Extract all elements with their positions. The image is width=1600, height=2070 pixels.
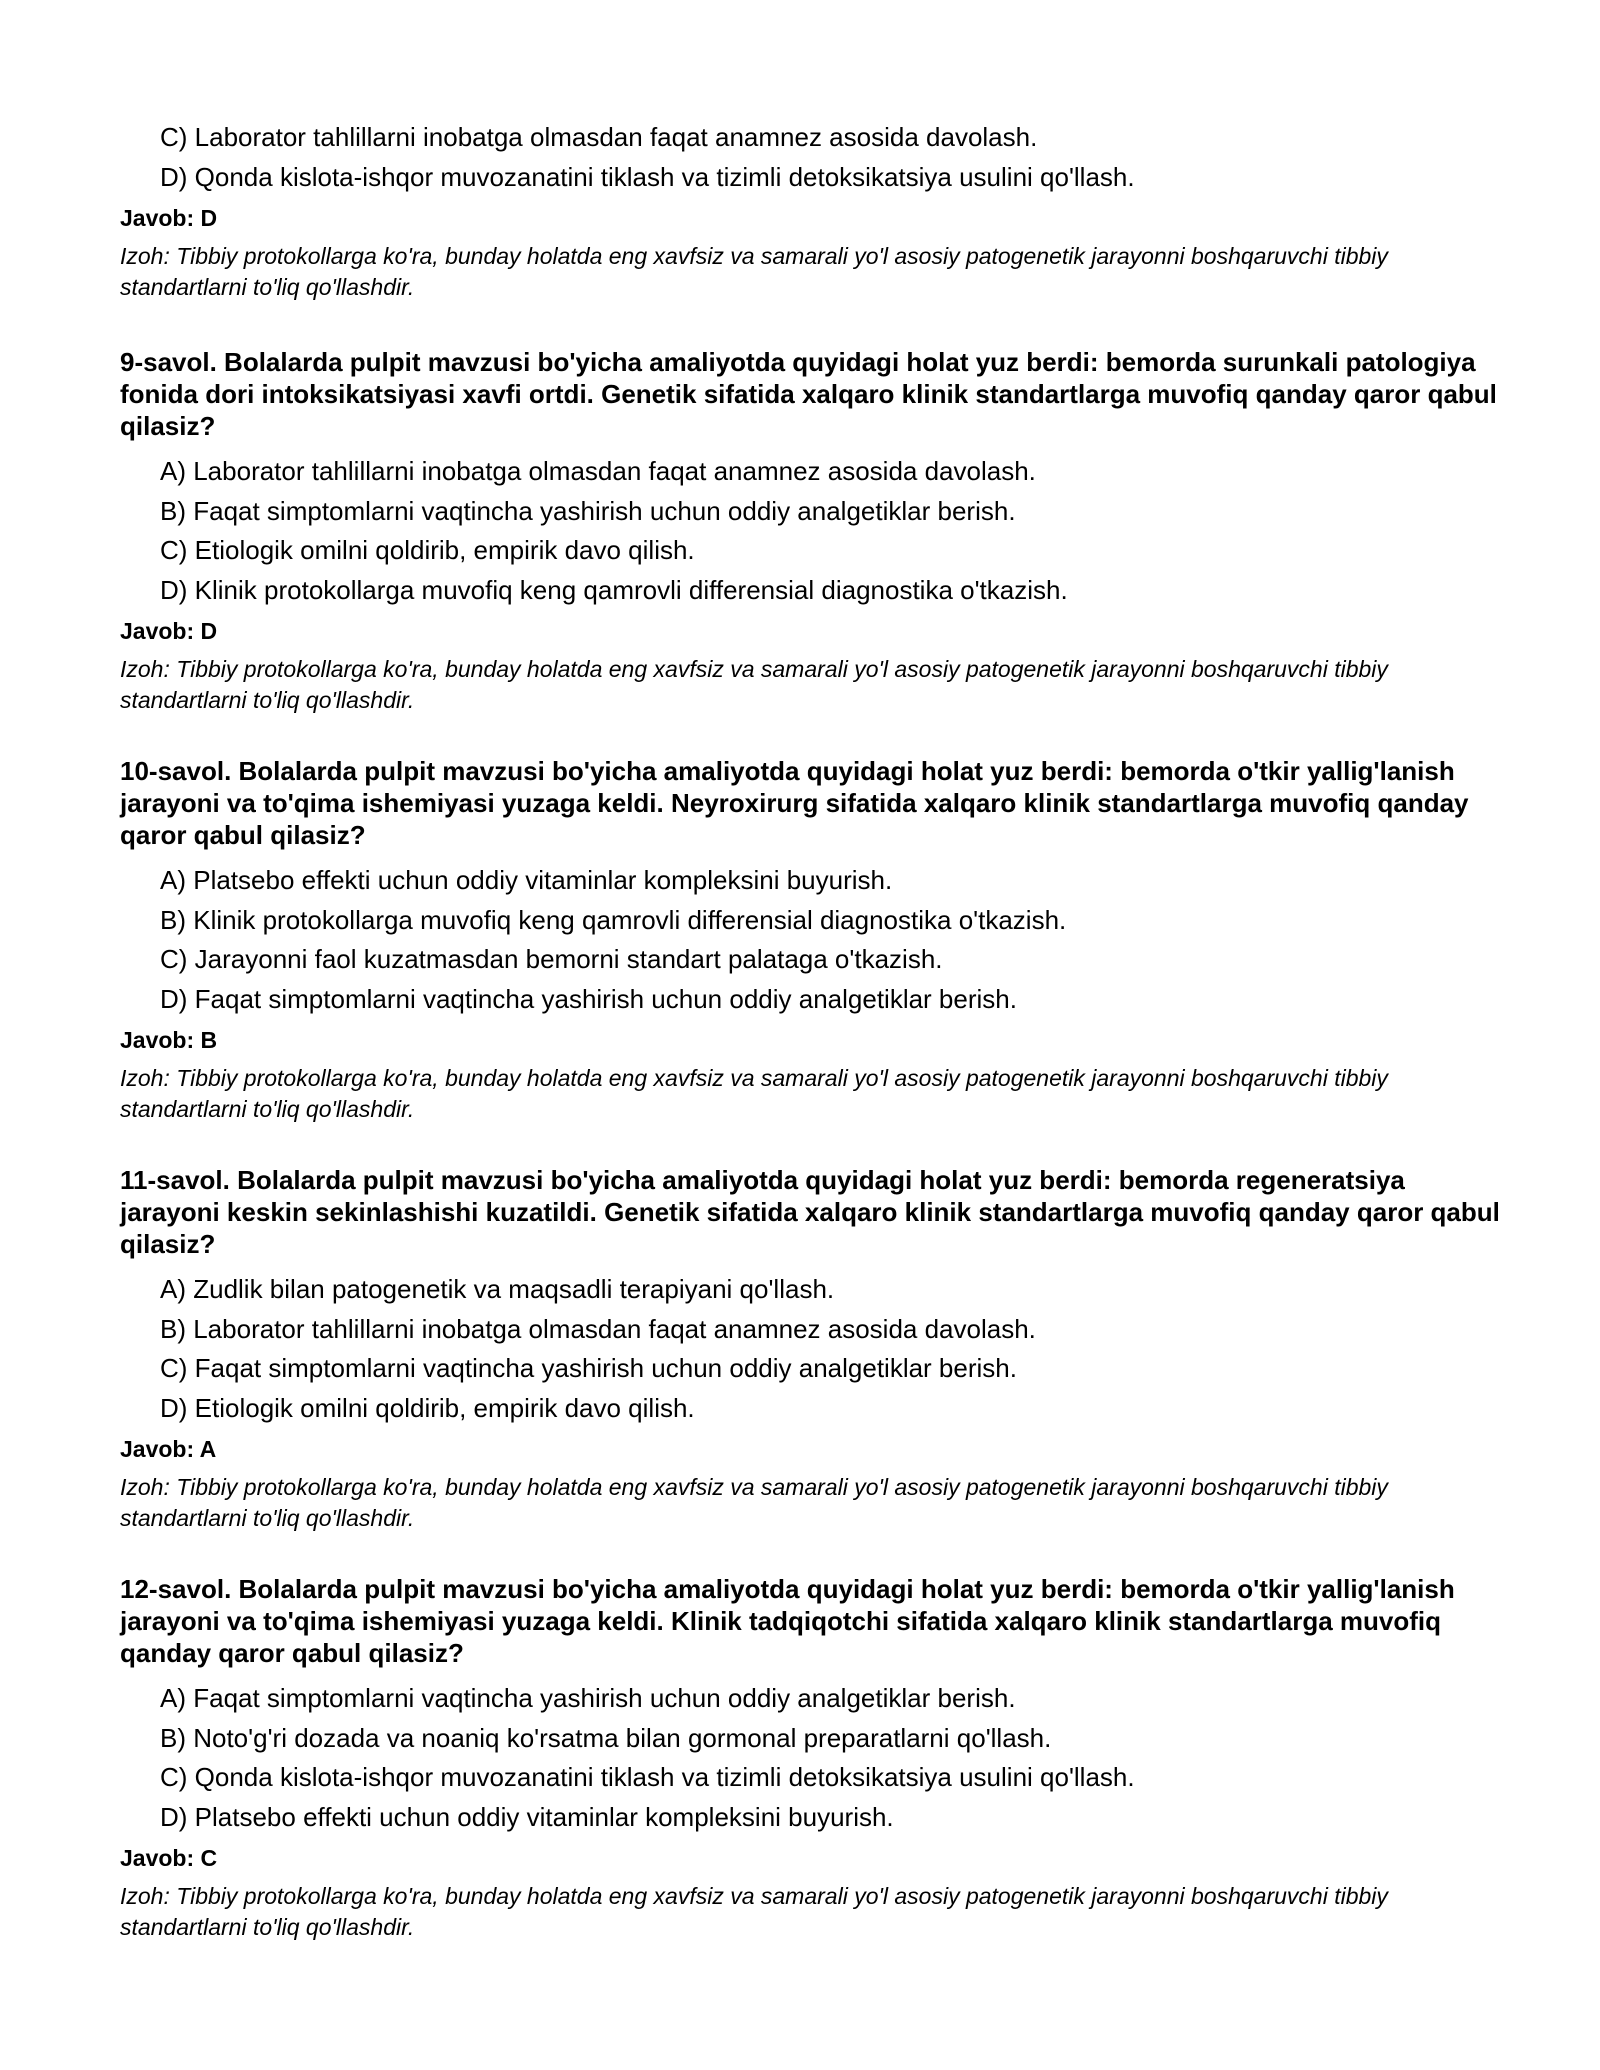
option-b: B) Faqat simptomlarni vaqtincha yashirish uchun oddiy analgetiklar berish.	[160, 495, 1016, 526]
option-list	[120, 118, 1500, 197]
option-list	[120, 861, 1500, 1019]
question-title: 9-savol. Bolalarda pulpit mavzusi bo'yicha amaliyotda quyidagi holat yuz berdi: bemorda surunkali patologiya fonida dori intoksikatsiyasi xavfi ortdi. Genetik sifatida xalqaro klinik standartlarga muvofiq qanday qaror qabul qilasiz?	[120, 347, 1497, 441]
option-b: B) Klinik protokollarga muvofiq keng qamrovli differensial diagnostika o'tkazish.	[160, 904, 1067, 935]
question-title: 10-savol. Bolalarda pulpit mavzusi bo'yicha amaliyotda quyidagi holat yuz berdi: bemorda o'tkir yallig'lanish jarayoni va to'qima ishemiyasi yuzaga keldi. Neyroxirurg sifatida xalqaro klinik standartlarga muvofiq qanday qaror qabul qilasiz?	[120, 756, 1469, 850]
option-d: D) Klinik protokollarga muvofiq keng qamrovli differensial diagnostika o'tkazish.	[160, 574, 1068, 605]
option-c: C) Qonda kislota-ishqor muvozanatini tiklash va tizimli detoksikatsiya usulini qo'llash.	[160, 1762, 1135, 1792]
option-a: A) Zudlik bilan patogenetik va maqsadli terapiyani qo'llash.	[160, 1274, 835, 1304]
option-b: B) Noto'g'ri dozada va noaniq ko'rsatma bilan gormonal preparatlarni qo'llash.	[160, 1722, 1052, 1753]
answer-label: Javob: D	[120, 618, 218, 644]
option-b: B) Laborator tahlillarni inobatga olmasdan faqat anamnez asosida davolash.	[160, 1313, 1036, 1344]
option-a: A) Platsebo effekti uchun oddiy vitaminlar kompleksini buyurish.	[160, 865, 893, 895]
option-d: D) Faqat simptomlarni vaqtincha yashirish uchun oddiy analgetiklar berish.	[160, 983, 1017, 1014]
answer-label: Javob: D	[120, 205, 218, 231]
option-a: A) Laborator tahlillarni inobatga olmasdan faqat anamnez asosida davolash.	[160, 456, 1036, 486]
explanation-note: Izoh: Tibbiy protokollarga ko'ra, bunday holatda eng xavfsiz va samarali yo'l asosiy patogenetik jarayonni boshqaruvchi tibbiy standartlarni to'liq qo'llashdir.	[120, 1474, 1388, 1531]
answer-label: Javob: C	[120, 1845, 218, 1871]
question-10	[120, 755, 1500, 1125]
option-a: A) Faqat simptomlarni vaqtincha yashirish uchun oddiy analgetiklar berish.	[160, 1683, 1016, 1713]
question-8-continuation	[120, 118, 1500, 303]
question-9	[120, 346, 1500, 716]
option-list	[120, 452, 1500, 610]
answer-label: Javob: A	[120, 1436, 217, 1462]
option-c: C) Laborator tahlillarni inobatga olmasdan faqat anamnez asosida davolash.	[160, 122, 1038, 152]
explanation-note: Izoh: Tibbiy protokollarga ko'ra, bunday holatda eng xavfsiz va samarali yo'l asosiy patogenetik jarayonni boshqaruvchi tibbiy standartlarni to'liq qo'llashdir.	[120, 656, 1388, 713]
option-c: C) Faqat simptomlarni vaqtincha yashirish uchun oddiy analgetiklar berish.	[160, 1353, 1017, 1383]
option-d: D) Platsebo effekti uchun oddiy vitaminlar kompleksini buyurish.	[160, 1801, 894, 1832]
option-d: D) Etiologik omilni qoldirib, empirik davo qilish.	[160, 1392, 695, 1423]
option-list	[120, 1270, 1500, 1428]
option-c: C) Jarayonni faol kuzatmasdan bemorni standart palataga o'tkazish.	[160, 944, 943, 974]
explanation-note: Izoh: Tibbiy protokollarga ko'ra, bunday holatda eng xavfsiz va samarali yo'l asosiy patogenetik jarayonni boshqaruvchi tibbiy standartlarni to'liq qo'llashdir.	[120, 243, 1388, 300]
option-d: D) Qonda kislota-ishqor muvozanatini tiklash va tizimli detoksikatsiya usulini qo'llash.	[160, 161, 1135, 192]
option-c: C) Etiologik omilni qoldirib, empirik davo qilish.	[160, 535, 695, 565]
question-11	[120, 1164, 1500, 1534]
question-title: 12-savol. Bolalarda pulpit mavzusi bo'yicha amaliyotda quyidagi holat yuz berdi: bemorda o'tkir yallig'lanish jarayoni va to'qima ishemiyasi yuzaga keldi. Klinik tadqiqotchi sifatida xalqaro klinik standartlarga muvofiq qanday qaror qabul qilasiz?	[120, 1574, 1455, 1668]
explanation-note: Izoh: Tibbiy protokollarga ko'ra, bunday holatda eng xavfsiz va samarali yo'l asosiy patogenetik jarayonni boshqaruvchi tibbiy standartlarni to'liq qo'llashdir.	[120, 1065, 1388, 1122]
question-12	[120, 1573, 1500, 1943]
answer-label: Javob: B	[120, 1027, 218, 1053]
explanation-note: Izoh: Tibbiy protokollarga ko'ra, bunday holatda eng xavfsiz va samarali yo'l asosiy patogenetik jarayonni boshqaruvchi tibbiy standartlarni to'liq qo'llashdir.	[120, 1883, 1388, 1940]
question-title: 11-savol. Bolalarda pulpit mavzusi bo'yicha amaliyotda quyidagi holat yuz berdi: bemorda regeneratsiya jarayoni keskin sekinlashishi kuzatildi. Genetik sifatida xalqaro klinik standartlarga muvofiq qanday qaror qabul qilasiz?	[120, 1165, 1500, 1259]
option-list	[120, 1679, 1500, 1837]
